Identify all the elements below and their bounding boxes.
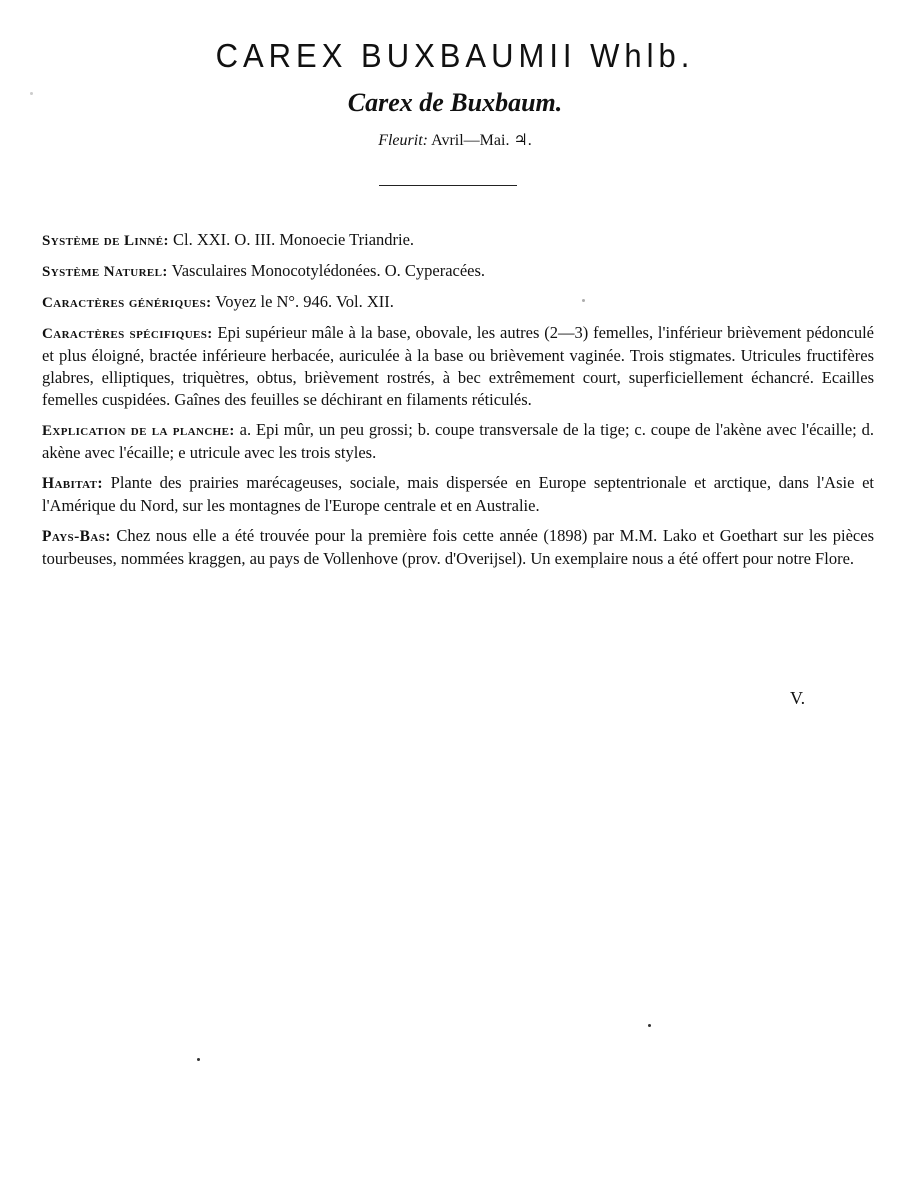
section-specifiques	[42, 322, 874, 411]
section-heading: Caractères spécifiques:	[42, 326, 213, 342]
section-naturel	[42, 260, 874, 283]
section-heading: Système de Linné:	[42, 233, 169, 249]
section-linne	[42, 229, 874, 252]
section-text: Chez nous elle a été trouvée pour la première fois cette année (1898) par M.M. Lako et Goethart sur les pièces tourbeuses, nommées kraggen, au pays de Vollenhove (prov. d'Overijsel). Un exemplaire nous a été offert pour notre Flore.	[42, 526, 874, 568]
section-text: Cl. XXI. O. III. Monoecie Triandrie.	[168, 230, 415, 249]
section-heading: Système Naturel:	[42, 264, 168, 280]
description-body	[42, 229, 874, 578]
section-heading: Habitat:	[42, 475, 103, 492]
paper-speck	[582, 299, 585, 302]
section-habitat	[42, 472, 874, 517]
section-explication	[42, 419, 874, 464]
section-heading: Pays-Bas:	[42, 528, 111, 545]
section-text: Epi supérieur mâle à la base, obovale, les autres (2—3) femelles, l'inférieur brièvement pédonculé et plus éloigné, bractée inférieure herbacée, auriculée à la base ou brièvement vaginée. Trois stigmates. Utricules fructifères glabres, elliptiques, triquètres, obtus, brièvement rostrés, à bec extrêmement court, superficiellement échancré. Ecailles femelles cuspidées. Gaînes des feuilles se déchirant en filaments réticulés.	[42, 323, 874, 409]
paper-speck	[197, 1058, 200, 1061]
section-generiques	[42, 291, 874, 314]
section-text: Plante des prairies marécageuses, sociale, mais dispersée en Europe septentrionale et arctique, dans l'Asie et l'Amérique du Nord, sur les montagnes de l'Europe centrale et en Australie.	[42, 473, 874, 515]
section-pays-bas	[42, 525, 874, 570]
paper-speck	[30, 92, 33, 95]
flowering-label: Fleurit:	[378, 132, 428, 149]
section-text: Vasculaires Monocotylédonées. O. Cyperacées.	[167, 261, 486, 280]
section-heading: Caractères génériques:	[42, 295, 212, 311]
page-title: CAREX BUXBAUMII Whlb.	[215, 36, 695, 75]
author-signature: V.	[790, 688, 806, 708]
flowering-value: Avril—Mai. ♃.	[427, 132, 532, 149]
flowering-line	[0, 130, 910, 150]
section-text: a. Epi mûr, un peu grossi; b. coupe transversale de la tige; c. coupe de l'akène avec l'écaille; d. akène avec l'écaille; e utricule avec les trois styles.	[42, 420, 874, 462]
page-subtitle: Carex de Buxbaum.	[347, 88, 563, 117]
section-text: Voyez le N°. 946. Vol. XII.	[211, 292, 394, 311]
title-divider	[379, 185, 517, 186]
paper-speck	[648, 1024, 651, 1027]
section-heading: Explication de la planche:	[42, 423, 235, 439]
